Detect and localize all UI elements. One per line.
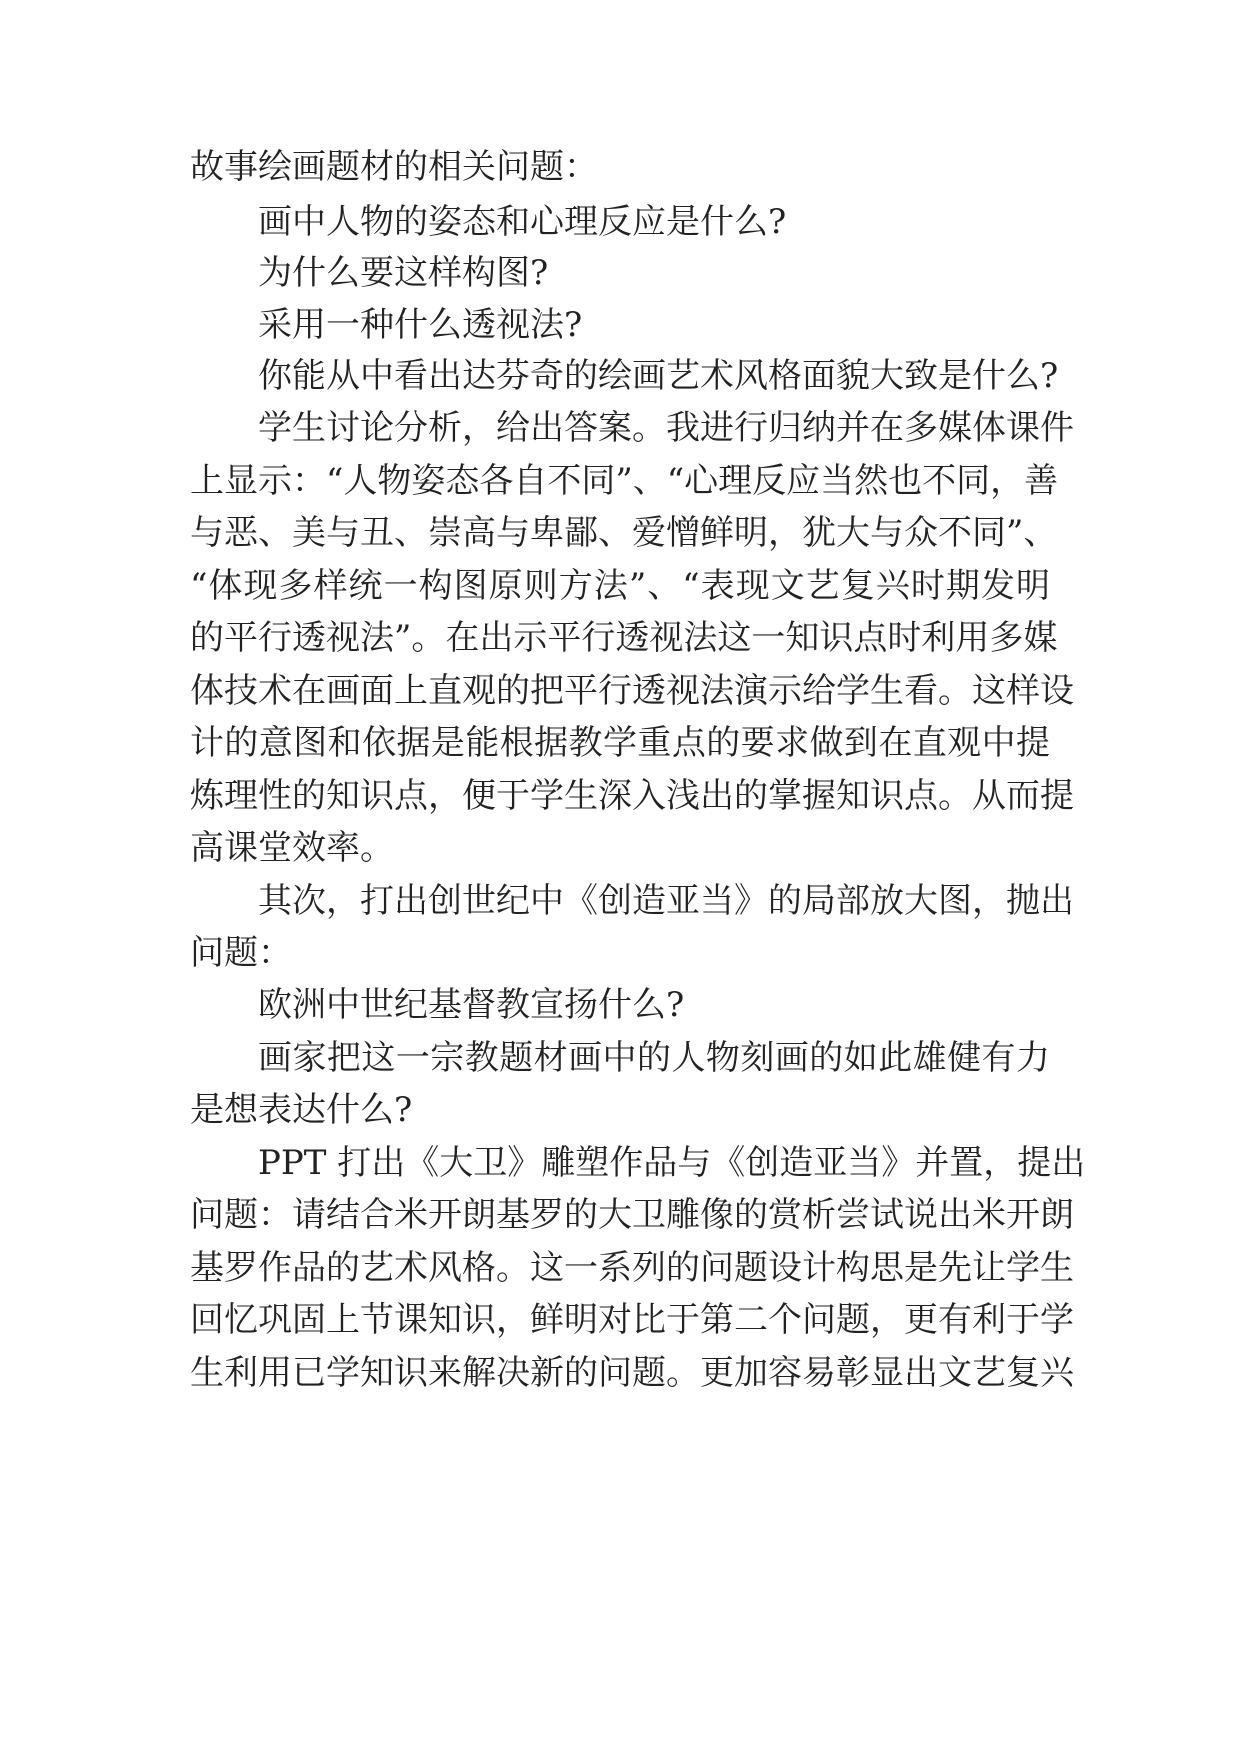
text-line: 采用一种什么透视法? — [258, 305, 583, 345]
text-line: 高课堂效率。 — [190, 828, 394, 868]
text-line: 计的意图和依据是能根据教学重点的要求做到在直观中提 — [190, 723, 1050, 763]
text-line: 体技术在画面上直观的把平行透视法演示给学生看。这样设 — [190, 671, 1074, 711]
text-line: 生利用已学知识来解决新的问题。更加容易彰显出文艺复兴 — [190, 1353, 1074, 1393]
text-line: PPT 打出《大卫》雕塑作品与《创造亚当》并置，提出 — [258, 1143, 1086, 1183]
text-line: 画中人物的姿态和心理反应是什么? — [258, 202, 787, 242]
text-line: 是想表达什么? — [190, 1090, 413, 1130]
text-line: 问题： — [190, 933, 292, 973]
text-line: 为什么要这样构图? — [258, 253, 549, 293]
text-line: 与恶、美与丑、崇高与卑鄙、爱憎鲜明，犹大与众不同”、 — [190, 513, 1058, 553]
text-line: 炼理性的知识点，便于学生深入浅出的掌握知识点。从而提 — [190, 776, 1074, 816]
text-line: 画家把这一宗教题材画中的人物刻画的如此雄健有力 — [258, 1038, 1050, 1078]
text-line: 你能从中看出达芬奇的绘画艺术风格面貌大致是什么? — [258, 356, 1059, 396]
text-line: 基罗作品的艺术风格。这一系列的问题设计构思是先让学生 — [190, 1248, 1074, 1288]
text-line: “体现多样统一构图原则方法”、“表现文艺复兴时期发明 — [190, 566, 1050, 606]
text-line: 欧洲中世纪基督教宣扬什么? — [258, 985, 685, 1025]
text-line: 问题：请结合米开朗基罗的大卫雕像的赏析尝试说出米开朗 — [190, 1195, 1074, 1235]
text-line: 的平行透视法”。在出示平行透视法这一知识点时利用多媒 — [190, 618, 1058, 658]
text-line: 回忆巩固上节课知识，鲜明对比于第二个问题，更有利于学 — [190, 1300, 1074, 1340]
text-line: 故事绘画题材的相关问题： — [190, 147, 598, 187]
text-line: 上显示：“人物姿态各自不同”、“心理反应当然也不同，善 — [190, 461, 1059, 501]
text-line: 其次，打出创世纪中《创造亚当》的局部放大图，抛出 — [258, 881, 1074, 921]
text-line: 学生讨论分析，给出答案。我进行归纳并在多媒体课件 — [258, 408, 1074, 448]
